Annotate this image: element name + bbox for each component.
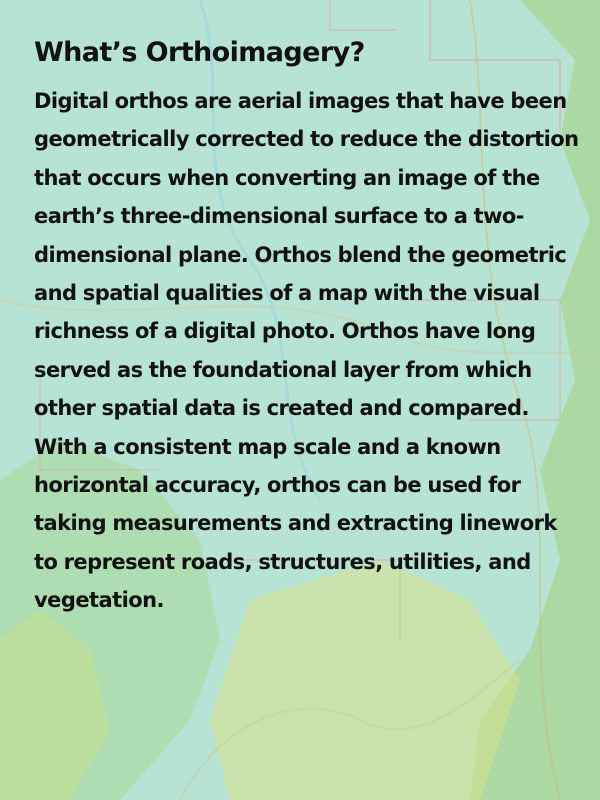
body-paragraph: Digital orthos are aerial images that have been geometrically corrected to reduce the distortion that occurs when converting an image of the earth’s three-dimensional surface to a two-dimensional plane. Orthos blend the geometric and spatial qualities of a map with the visual richness of a digital photo. Orthos have long served as the foundational layer from which other spatial data is created and compared. With a consistent map scale and a known horizontal accuracy, orthos can be used for taking measurements and extracting linework to represent roads, structures, utilities, and vegetation. bbox=[34, 89, 579, 613]
content-panel bbox=[34, 30, 579, 620]
page-title: What’s Orthoimagery? bbox=[34, 37, 365, 68]
